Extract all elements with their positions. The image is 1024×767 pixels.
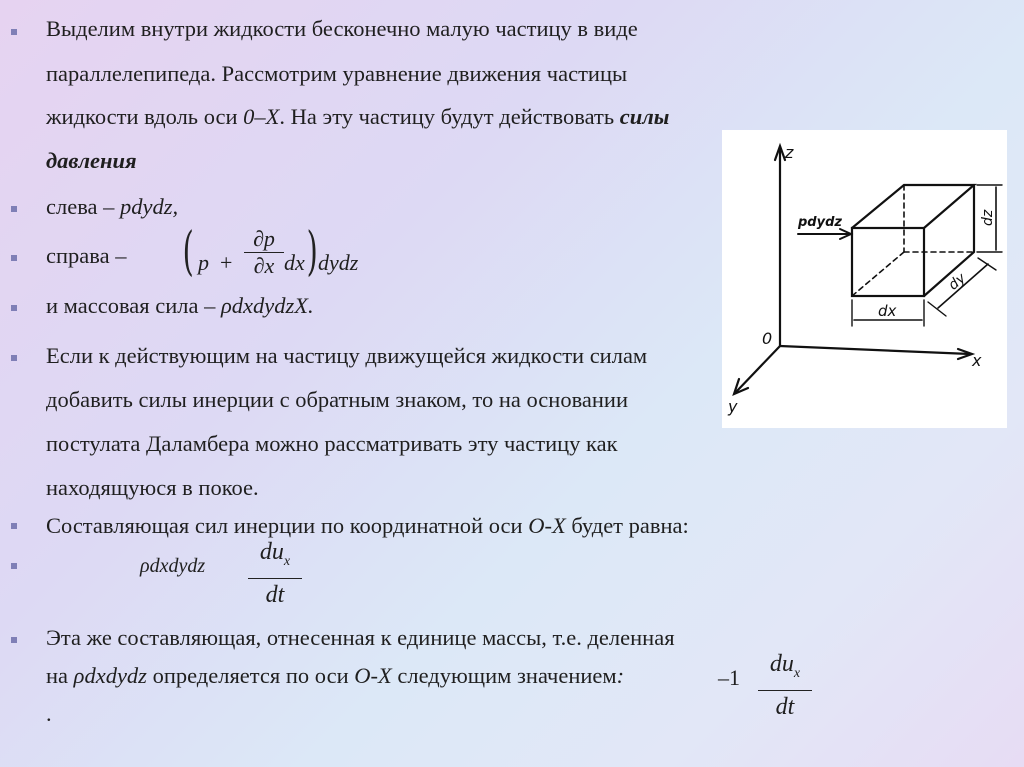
paragraph-1-line-2: параллелепипеда. Рассмотрим уравнение движения частицы <box>46 61 628 86</box>
paragraph-6 <box>46 515 689 537</box>
fraction-numerator <box>758 648 812 690</box>
right-paren: ) <box>306 222 318 282</box>
paragraph-5-line-2: добавить силы инерции с обратным знаком, то на основании <box>46 387 629 412</box>
text-span: на <box>46 663 74 688</box>
bullet <box>11 563 17 569</box>
bullet <box>11 523 17 529</box>
bullet <box>11 355 17 361</box>
text-span: будет равна: <box>565 513 689 538</box>
fraction-denominator: ∂x <box>253 253 275 278</box>
box-top-edges <box>852 185 974 228</box>
fraction-numerator: ∂p <box>253 226 275 251</box>
z-axis-label: z <box>785 143 794 162</box>
minus-one: –1 <box>718 665 740 690</box>
paragraph-5-line-1: Если к действующим на частицу движущейся жидкости силам <box>46 343 648 368</box>
paragraph-1-line-3 <box>46 106 669 128</box>
subscript: x <box>793 665 801 681</box>
x-axis-label: x <box>972 351 982 370</box>
text-span: . На эту частицу будут действовать <box>279 104 620 129</box>
paragraph-5-line-4: находящуюся в покое. <box>46 475 259 500</box>
dy-label: dy <box>945 270 969 294</box>
formula: pdydz, <box>120 194 179 219</box>
paragraph-8-line-1: Эта же составляющая, отнесенная к единице массы, т.е. деленная <box>46 625 675 650</box>
origin-label: 0 <box>762 329 773 348</box>
box-front-face <box>852 228 924 296</box>
mass-force-item <box>46 295 314 317</box>
colon: : <box>616 663 625 688</box>
numerator-text: du <box>259 539 284 565</box>
formula-rho: ρdxdydz <box>140 555 206 577</box>
formula: ρdxdydz <box>73 663 147 688</box>
parallelepiped-diagram <box>722 130 1007 428</box>
force-label: pdydz <box>798 215 842 230</box>
formula-p: p <box>198 250 209 275</box>
y-axis-label: y <box>728 397 738 416</box>
left-paren: ( <box>182 222 194 282</box>
formula: ρdxdydzX. <box>221 293 314 318</box>
text-span: слева – <box>46 194 121 219</box>
text-span: следующим значением <box>391 663 617 688</box>
paragraph-1-line-4: давления <box>46 148 137 173</box>
formula-dx: dx <box>284 250 305 275</box>
y-axis <box>736 346 780 392</box>
paragraph-5-line-3: постулата Даламбера можно рассматривать эту частицу как <box>46 431 618 456</box>
paragraph-8-line-2 <box>46 665 624 687</box>
axis-label: O-X <box>528 513 566 538</box>
axis-label: O-X <box>354 663 392 688</box>
emphasis-text: силы <box>619 104 670 129</box>
fraction-denominator: dt <box>265 581 285 608</box>
fraction-denominator: dt <box>775 693 795 720</box>
bullet <box>11 305 17 311</box>
dz-label: dz <box>980 209 996 226</box>
unit-mass-fraction <box>758 648 812 723</box>
trailing-dot: . <box>46 701 52 726</box>
velocity-fraction <box>248 536 302 611</box>
right-force-label: справа – <box>46 243 127 268</box>
bullet <box>11 637 17 643</box>
fraction-numerator <box>248 536 302 578</box>
dx-label: dx <box>878 302 897 320</box>
partial-fraction <box>244 226 284 279</box>
paragraph-1-line-1: Выделим внутри жидкости бесконечно малую частицу в виде <box>46 16 638 41</box>
text-span: и массовая сила – <box>46 293 221 318</box>
formula-dydz: dydz <box>318 250 359 275</box>
bullet <box>11 29 17 35</box>
subscript: x <box>283 553 291 569</box>
x-axis <box>780 346 970 354</box>
numerator-text: du <box>769 651 794 677</box>
axis-label: 0–X <box>243 104 280 129</box>
text-span: определяется по оси <box>146 663 355 688</box>
formula-plus: + <box>220 250 233 275</box>
bullet <box>11 206 17 212</box>
text-span: жидкости вдоль оси <box>46 104 244 129</box>
left-force-item <box>46 196 178 218</box>
text-span: Составляющая сил инерции по координатной оси <box>46 513 529 538</box>
parallelepiped-figure <box>722 130 1007 428</box>
bullet <box>11 255 17 261</box>
